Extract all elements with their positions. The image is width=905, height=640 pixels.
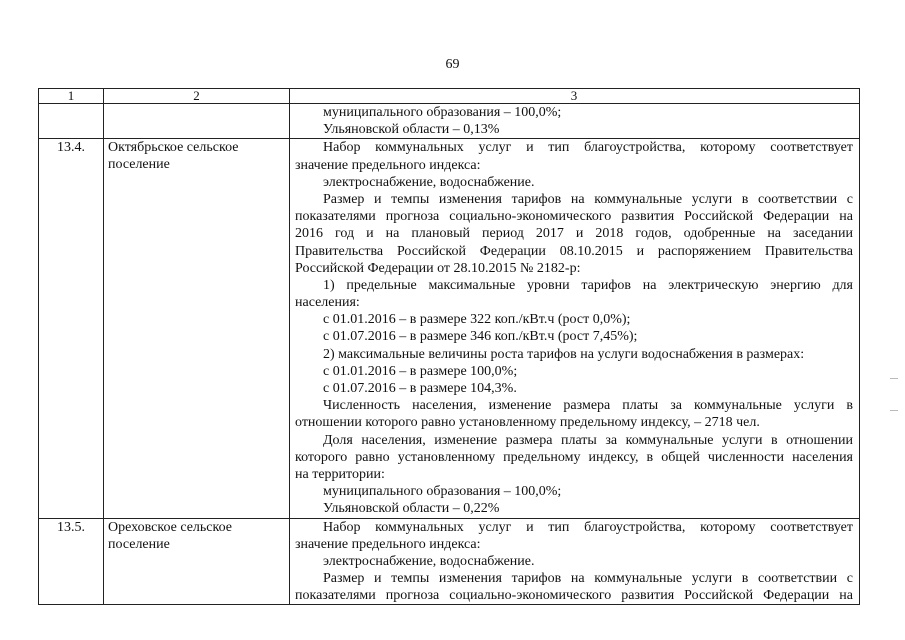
- settlement-name-line: поселение: [108, 536, 170, 552]
- row-number-cell: [39, 104, 104, 139]
- row-number-cell: [39, 518, 104, 605]
- table-row-continuation: [39, 104, 860, 139]
- text-line: с 01.07.2016 – в размере 104,3%.: [323, 381, 517, 396]
- text-line: 2016 год и на плановый период 2017 и 2018 годов, одобренные на заседании: [295, 226, 853, 242]
- text-line: Доля населения, изменение размера платы за коммунальные услуги в отношении: [323, 432, 853, 448]
- text-line: электроснабжение, водоснабжение.: [323, 553, 535, 569]
- text-line: 2) максимальные величины роста тарифов на услуги водоснабжения в размерах:: [323, 346, 805, 362]
- text-line: Размер и темпы изменения тарифов на коммунальные услуги в соответствии с: [323, 571, 853, 587]
- page-number: 69: [445, 57, 460, 72]
- text-line: Набор коммунальных услуг и тип благоустройства, которому соответствует: [323, 519, 853, 535]
- text-line: муниципального образования – 100,0%;: [323, 105, 562, 120]
- text-line: отношении которого равно установленному предельному индексу, – 2718 чел.: [295, 415, 760, 431]
- row-number-cell: [39, 139, 104, 518]
- text-line: Набор коммунальных услуг и тип благоустройства, которому соответствует: [323, 140, 853, 156]
- text-line: с 01.07.2016 – в размере 346 коп./кВт.ч (рост 7,45%);: [323, 329, 638, 345]
- header-col-1: 1: [39, 89, 104, 104]
- row-number: 13.4.: [57, 140, 85, 156]
- text-line: значение предельного индекса:: [295, 157, 481, 173]
- table-row-13-4: [39, 139, 860, 518]
- tariff-table: [38, 88, 860, 605]
- margin-mark: [890, 410, 898, 411]
- table-header-row: [39, 89, 860, 104]
- row-text-cell: [290, 104, 860, 139]
- text-line: Ульяновской области – 0,13%: [323, 122, 500, 138]
- text-line: на территории:: [295, 466, 385, 482]
- text-line: Российской Федерации от 28.10.2015 № 2182-р:: [295, 260, 581, 276]
- margin-mark: [890, 378, 898, 379]
- text-line: показателями прогноза социально-экономического развития Российской Федерации на: [295, 209, 853, 225]
- text-line: с 01.01.2016 – в размере 100,0%;: [323, 363, 518, 379]
- row-name-cell: [104, 104, 290, 139]
- row-text-cell: [290, 518, 860, 605]
- text-line: Численность населения, изменение размера платы за коммунальные услуги в: [323, 398, 853, 414]
- table-row-13-5: [39, 518, 860, 605]
- text-line: Ульяновской области – 0,22%: [323, 501, 500, 517]
- row-number: 13.5.: [57, 519, 85, 535]
- settlement-name-line: Октябрьское сельское: [108, 140, 239, 156]
- settlement-name-line: Ореховское сельское: [108, 519, 232, 535]
- text-line: населения:: [295, 295, 360, 311]
- text-line: значение предельного индекса:: [295, 536, 481, 552]
- text-line: муниципального образования – 100,0%;: [323, 484, 562, 500]
- text-line: Размер и темпы изменения тарифов на коммунальные услуги в соответствии с: [323, 191, 853, 207]
- row-text-cell: [290, 139, 860, 518]
- header-col-2: 2: [104, 89, 290, 104]
- text-line: 1) предельные максимальные уровни тарифов на электрическую энергию для: [323, 277, 853, 293]
- row-name-cell: [104, 139, 290, 518]
- header-col-3: 3: [290, 89, 860, 104]
- text-line: электроснабжение, водоснабжение.: [323, 174, 535, 190]
- settlement-name-line: поселение: [108, 157, 170, 173]
- text-line: с 01.01.2016 – в размере 322 коп./кВт.ч (рост 0,0%);: [323, 312, 631, 328]
- text-line: показателями прогноза социально-экономического развития Российской Федерации на: [295, 588, 853, 604]
- text-line: Правительства Российской Федерации 08.10.2015 и распоряжением Правительства: [295, 243, 853, 259]
- row-name-cell: [104, 518, 290, 605]
- text-line: которого равно установленному предельному индексу, в общей численности населения: [295, 449, 853, 465]
